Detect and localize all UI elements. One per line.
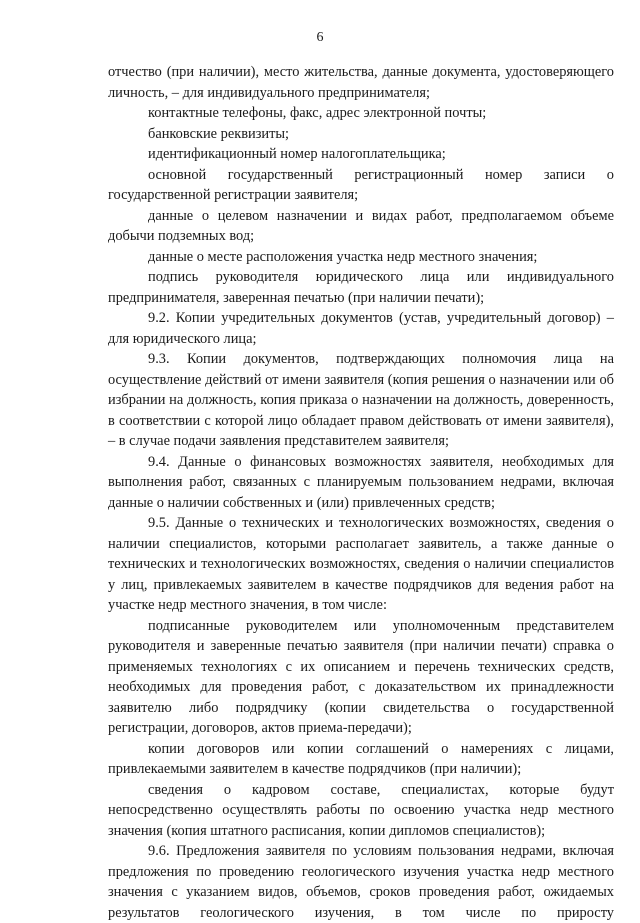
paragraph: основной государственный регистрационный номер записи о государственной регистрации заявителя; <box>108 166 614 203</box>
paragraph: подписанные руководителем или уполномоченным представителем руководителя и заверенные печатью заявителя (при наличии печати) справка о применяемых технологиях с их описанием и перечень технических средств, необходимых для проведения работ, с доказательством их принадлежности заявителю либо подрядчику (копии свидетельства о государственной регистрации, договоров, актов приема-передачи); <box>108 617 614 736</box>
page-number: 6 <box>316 30 324 45</box>
paragraph: данные о целевом назначении и видах работ, предполагаемом объеме добычи подземных вод; <box>108 207 614 244</box>
document-body <box>108 62 614 923</box>
section-9-6: 9.6. Предложения заявителя по условиям пользования недрами, включая предложения по проведению геологического изучения участка недр местного значения с указанием видов, объемов, сроков проведения работ, ожидаемых результатов геологического изучения, в том числе по приросту <box>108 843 614 921</box>
section-9-5: 9.5. Данные о технических и технологических возможностях, сведения о наличии специалистов, которыми располагает заявитель, а также данные о технических и технологических возможностях, сведения о наличии специалистов у лиц, привлекаемых заявителем в качестве подрядчиков для ведения работ на участке недр местного значения, в том числе: <box>108 515 614 613</box>
paragraph: сведения о кадровом составе, специалистах, которые будут непосредственно осуществлять работы по освоению участка недр местного значения (копия штатного расписания, копии дипломов специалистов); <box>108 781 614 839</box>
section-9-3: 9.3. Копии документов, подтверждающих полномочия лица на осуществление действий от имени заявителя (копия решения о назначении или об избрании на должность, копия приказа о назначении на должность, доверенность, в соответствии с которой лицо обладает правом действовать от имени заявителя), – в случае подачи заявления представителем заявителя; <box>108 351 614 449</box>
paragraph: копии договоров или копии соглашений о намерениях с лицами, привлекаемыми заявителем в качестве подрядчиков (при наличии); <box>108 740 614 777</box>
paragraph: идентификационный номер налогоплательщика; <box>148 146 446 162</box>
paragraph: банковские реквизиты; <box>148 125 290 142</box>
section-9-2: 9.2. Копии учредительных документов (устав, учредительный договор) – для юридического лица; <box>108 310 614 347</box>
paragraph: отчество (при наличии), место жительства, данные документа, удостоверяющего личность, – для индивидуального предпринимателя; <box>108 64 614 101</box>
paragraph: контактные телефоны, факс, адрес электронной почты; <box>148 105 487 121</box>
paragraph: данные о месте расположения участка недр местного значения; <box>148 248 538 265</box>
section-9-4: 9.4. Данные о финансовых возможностях заявителя, необходимых для выполнения работ, связанных с планируемым пользованием недрами, включая данные о наличии собственных и (или) привлеченных средств; <box>108 453 614 511</box>
paragraph: подпись руководителя юридического лица или индивидуального предпринимателя, заверенная печатью (при наличии печати); <box>108 269 614 306</box>
